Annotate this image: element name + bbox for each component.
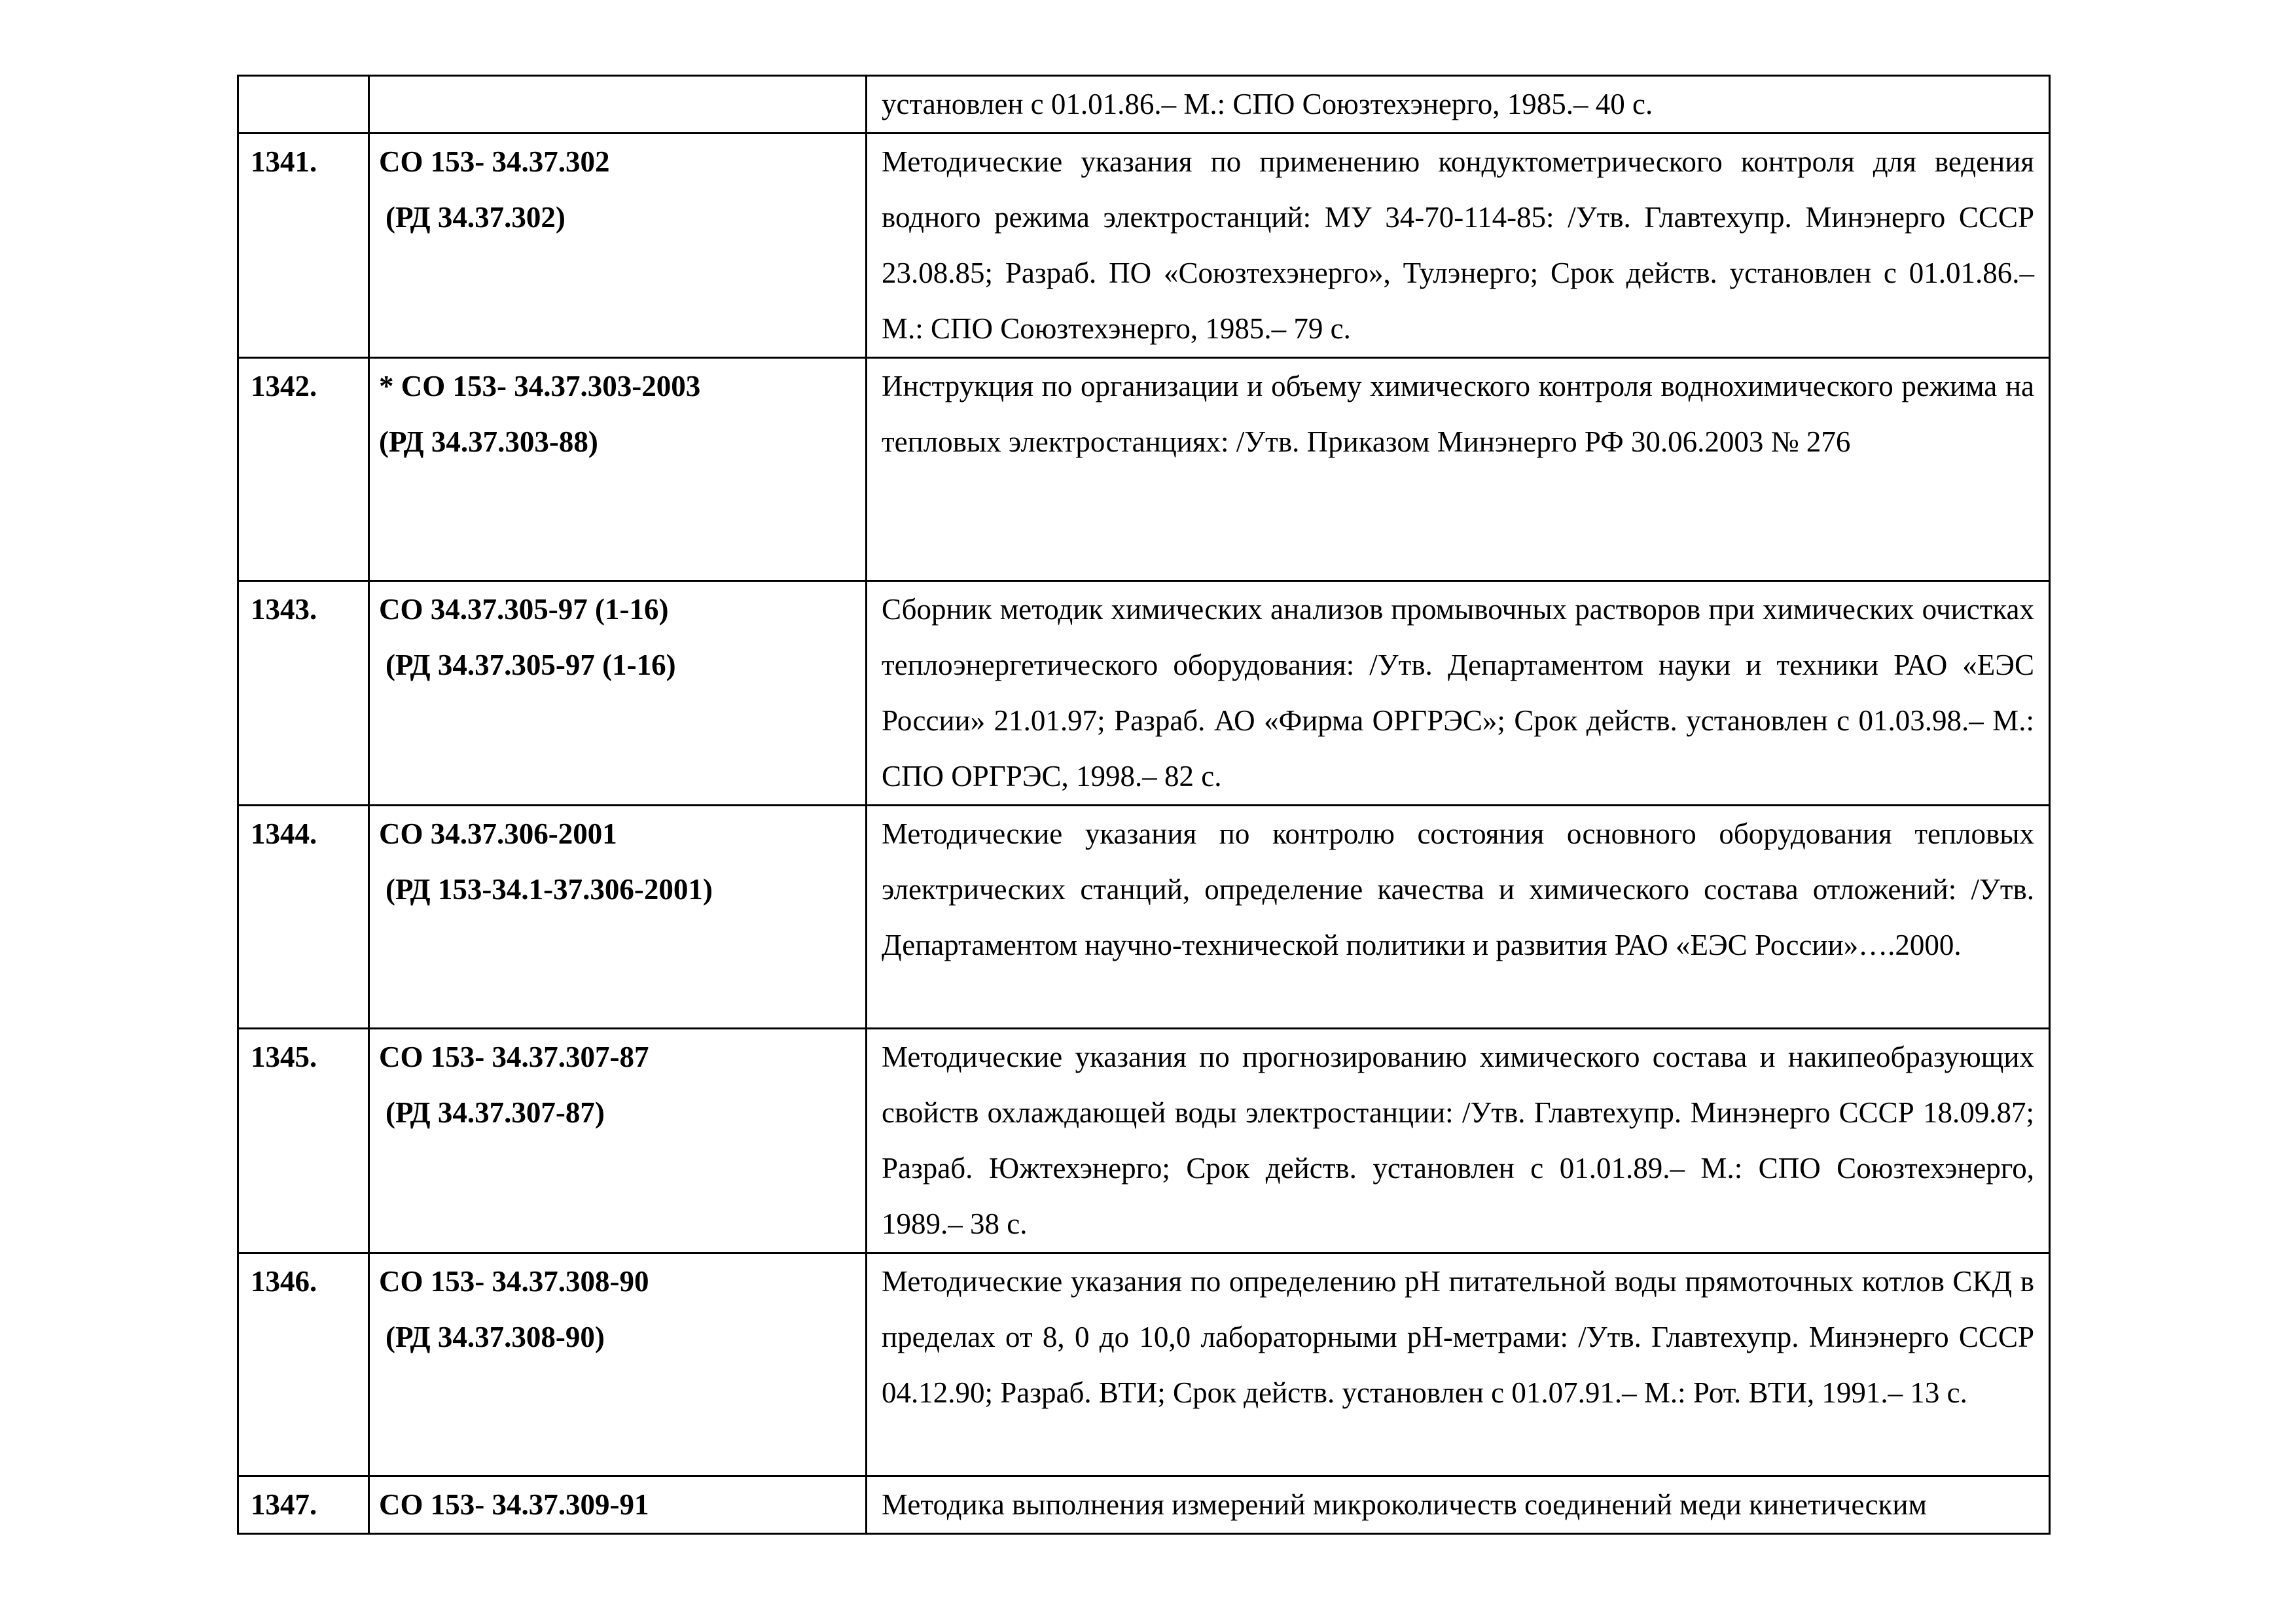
entry-description: Методические указания по контролю состояния основного оборудования тепловых электрических станций, определение качества и химического состава отложений: /Утв. Департаментом научно-технической политики и развития РАО «ЕЭС России»….2000.: [867, 806, 2050, 1029]
entry-description: Сборник методик химических анализов промывочных растворов при химических очистках теплоэнергетического оборудования: /Утв. Департаментом науки и техники РАО «ЕЭС России» 21.01.97; Разраб. АО «Фирма ОРГРЭС»; Срок действ. установлен с 01.03.98.– М.: СПО ОРГРЭС, 1998.– 82 с.: [867, 581, 2050, 806]
entry-code-primary: * СО 153- 34.37.303-2003: [379, 370, 701, 402]
entry-number: 1342.: [238, 358, 369, 581]
table-row: [238, 1029, 2050, 1253]
entry-code: [369, 1029, 867, 1253]
entry-number: 1345.: [238, 1029, 369, 1253]
entry-code: [369, 1476, 867, 1534]
entry-code-alt: (РД 34.37.303-88): [379, 425, 598, 458]
entry-description: Инструкция по организации и объему химического контроля воднохимического режима на тепловых электростанциях: /Утв. Приказом Минэнерго РФ 30.06.2003 № 276: [867, 358, 2050, 581]
entry-code-alt: (РД 34.37.305-97 (1-16): [386, 649, 676, 681]
table-row: [238, 581, 2050, 806]
entry-number: 1341.: [238, 134, 369, 358]
entry-description: Методические указания по определению pH питательной воды прямоточных котлов СКД в пределах от 8, 0 до 10,0 лабораторными pH-метрами: /Утв. Главтехупр. Минэнерго СССР 04.12.90; Разраб. ВТИ; Срок действ. установлен с 01.07.91.– М.: Рот. ВТИ, 1991.– 13 с.: [867, 1253, 2050, 1476]
entry-number: 1346.: [238, 1253, 369, 1476]
standards-register-table: [237, 75, 2051, 1535]
entry-code-primary: СО 153- 34.37.308-90: [379, 1265, 649, 1298]
entry-code-alt: (РД 153-34.1-37.306-2001): [386, 873, 713, 906]
entry-code: [369, 581, 867, 806]
entry-number: 1347.: [238, 1476, 369, 1534]
entry-code-primary: СО 153- 34.37.307-87: [379, 1041, 649, 1073]
table-row: [238, 806, 2050, 1029]
entry-number: 1344.: [238, 806, 369, 1029]
entry-description: Методические указания по прогнозированию химического состава и накипеобразующих свойств охлаждающей воды электростанции: /Утв. Главтехупр. Минэнерго СССР 18.09.87; Разраб. Южтехэнерго; Срок действ. установлен с 01.01.89.– М.: СПО Союзтехэнерго, 1989.– 38 с.: [867, 1029, 2050, 1253]
entry-code: [369, 76, 867, 134]
entry-description: установлен с 01.01.86.– М.: СПО Союзтехэнерго, 1985.– 40 с.: [867, 76, 2050, 134]
entry-number: [238, 76, 369, 134]
entry-description: Методические указания по применению кондуктометрического контроля для ведения водного режима электростанций: МУ 34-70-114-85: /Утв. Главтехупр. Минэнерго СССР 23.08.85; Разраб. ПО «Союзтехэнерго», Тулэнерго; Срок действ. установлен с 01.01.86.– М.: СПО Союзтехэнерго, 1985.– 79 с.: [867, 134, 2050, 358]
entry-code-primary: СО 153- 34.37.309-91: [379, 1488, 649, 1521]
table-row: [238, 358, 2050, 581]
table-row: [238, 76, 2050, 134]
entry-code-alt: (РД 34.37.302): [386, 201, 565, 234]
entry-code-primary: СО 34.37.305-97 (1-16): [379, 593, 669, 626]
table-row: [238, 1476, 2050, 1534]
entry-code-alt: (РД 34.37.308-90): [386, 1321, 605, 1353]
entry-code: [369, 358, 867, 581]
table-row: [238, 1253, 2050, 1476]
entry-code: [369, 134, 867, 358]
table-row: [238, 134, 2050, 358]
entry-code-alt: (РД 34.37.307-87): [386, 1096, 605, 1129]
entry-description: Методика выполнения измерений микроколичеств соединений меди кинетическим: [867, 1476, 2050, 1534]
entry-code: [369, 1253, 867, 1476]
entry-code: [369, 806, 867, 1029]
entry-code-primary: СО 153- 34.37.302: [379, 145, 610, 178]
entry-number: 1343.: [238, 581, 369, 806]
entry-code-primary: СО 34.37.306-2001: [379, 817, 617, 850]
